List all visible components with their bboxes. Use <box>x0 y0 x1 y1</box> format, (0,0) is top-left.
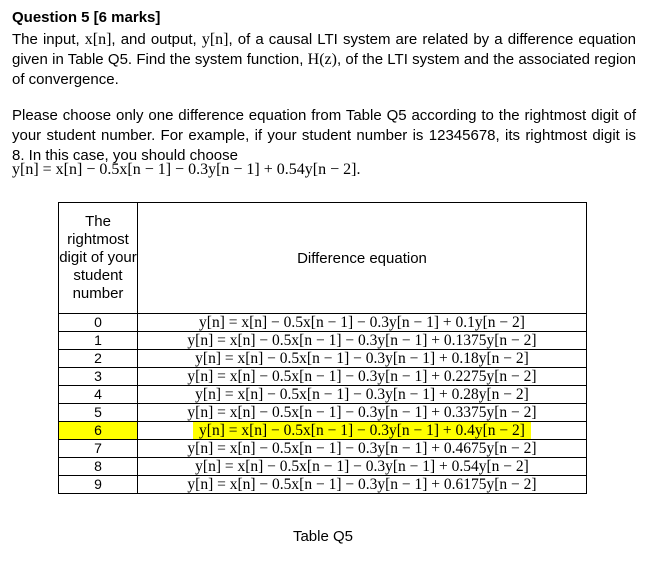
row-digit: 9 <box>59 476 138 494</box>
system-function-symbol: H(z) <box>307 51 337 68</box>
row-equation: y[n] = x[n] − 0.5x[n − 1] − 0.3y[n − 1] + 0.4675y[n − 2] <box>187 440 537 457</box>
para1-text-a: The input, <box>12 31 85 48</box>
row-equation-cell <box>138 314 587 332</box>
header-equation: Difference equation <box>138 203 587 314</box>
row-digit: 6 <box>59 422 138 440</box>
row-equation: y[n] = x[n] − 0.5x[n − 1] − 0.3y[n − 1] + 0.6175y[n − 2] <box>187 476 537 493</box>
table-row <box>59 476 587 494</box>
row-digit: 0 <box>59 314 138 332</box>
row-equation: y[n] = x[n] − 0.5x[n − 1] − 0.3y[n − 1] + 0.28y[n − 2] <box>195 386 529 403</box>
row-digit: 8 <box>59 458 138 476</box>
row-equation: y[n] = x[n] − 0.5x[n − 1] − 0.3y[n − 1] + 0.2275y[n − 2] <box>187 368 537 385</box>
table-row <box>59 458 587 476</box>
row-equation-cell <box>138 458 587 476</box>
row-equation: y[n] = x[n] − 0.5x[n − 1] − 0.3y[n − 1] + 0.4y[n − 2] <box>193 422 531 439</box>
table-row <box>59 386 587 404</box>
difference-equation-table <box>58 202 587 494</box>
question-paragraph-1 <box>12 30 636 90</box>
row-equation-cell <box>138 386 587 404</box>
table-row <box>59 350 587 368</box>
header-digit: The rightmost digit of your student number <box>59 203 138 314</box>
question-title: Question 5 [6 marks] <box>12 9 161 26</box>
row-digit: 3 <box>59 368 138 386</box>
row-digit: 5 <box>59 404 138 422</box>
row-equation-cell <box>138 440 587 458</box>
row-equation: y[n] = x[n] − 0.5x[n − 1] − 0.3y[n − 1] + 0.18y[n − 2] <box>195 350 529 367</box>
row-equation: y[n] = x[n] − 0.5x[n − 1] − 0.3y[n − 1] + 0.1375y[n − 2] <box>187 332 537 349</box>
row-equation: y[n] = x[n] − 0.5x[n − 1] − 0.3y[n − 1] + 0.3375y[n − 2] <box>187 404 537 421</box>
para1-text-d: , of the LTI system and the associated region of convergence. <box>12 51 636 88</box>
table-header-row <box>59 203 587 314</box>
example-equation: y[n] = x[n] − 0.5x[n − 1] − 0.3y[n − 1] + 0.54y[n − 2]. <box>12 161 361 178</box>
row-equation-cell <box>138 404 587 422</box>
input-symbol: x[n] <box>84 31 112 48</box>
table-row <box>59 422 587 440</box>
row-equation-cell <box>138 422 587 440</box>
row-equation: y[n] = x[n] − 0.5x[n − 1] − 0.3y[n − 1] + 0.1y[n − 2] <box>199 314 525 331</box>
row-digit: 4 <box>59 386 138 404</box>
para1-text-b: , and output, <box>111 31 202 48</box>
table-row <box>59 440 587 458</box>
para1-text-c: , of a causal LTI system are related by a difference equation given in Table Q5. Find the system function, <box>12 31 636 68</box>
row-digit: 2 <box>59 350 138 368</box>
table-row <box>59 332 587 350</box>
question-paragraph-2: Please choose only one difference equation from Table Q5 according to the rightmost digit of your student number. For example, if your student number is 12345678, its rightmost digit is 8. In this case, you should choose <box>12 107 636 164</box>
row-equation: y[n] = x[n] − 0.5x[n − 1] − 0.3y[n − 1] + 0.54y[n − 2] <box>195 458 529 475</box>
row-digit: 1 <box>59 332 138 350</box>
table-row <box>59 404 587 422</box>
table-caption: Table Q5 <box>292 528 354 545</box>
row-equation-cell <box>138 332 587 350</box>
table-row <box>59 314 587 332</box>
table-row <box>59 368 587 386</box>
output-symbol: y[n] <box>201 31 229 48</box>
row-equation-cell <box>138 368 587 386</box>
row-equation-cell <box>138 476 587 494</box>
row-digit: 7 <box>59 440 138 458</box>
row-equation-cell <box>138 350 587 368</box>
